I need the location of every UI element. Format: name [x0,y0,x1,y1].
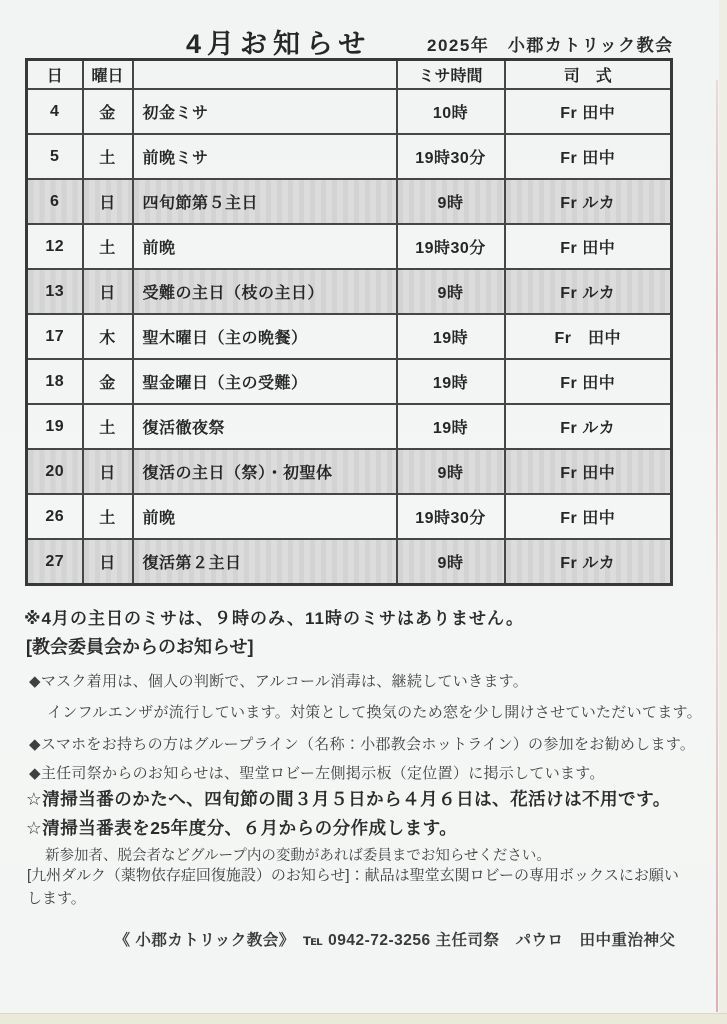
table-row [27,269,672,314]
cell-celebrant: Fr 田中 [505,134,672,179]
cell-celebrant: Fr ルカ [505,404,672,449]
cell-celebrant: Fr 田中 [505,89,672,134]
col-header-mass-time: ミサ時間 [397,60,505,90]
cell-celebrant: Fr 田中 [505,449,672,494]
cell-mass-time: 10時 [397,89,505,134]
cell-weekday: 土 [83,494,133,539]
table-row [27,359,672,404]
cell-mass-time: 9時 [397,179,505,224]
table-row [27,404,672,449]
cell-day: 13 [27,269,83,314]
cell-mass-time: 9時 [397,269,505,314]
cell-mass-time: 19時 [397,314,505,359]
table-row [27,89,672,134]
cell-weekday: 日 [83,179,133,224]
cell-mass-time: 19時30分 [397,224,505,269]
cell-event: 前晩 [133,224,397,269]
cell-mass-time: 19時 [397,359,505,404]
church-contact-footer: 《 小郡カトリック教会》 ℡ 0942-72-3256 主任司祭 パウロ 田中重治神父 [114,932,676,949]
cell-weekday: 土 [83,134,133,179]
cell-celebrant: Fr 田中 [505,314,672,359]
cell-day: 19 [27,404,83,449]
table-row [27,314,672,359]
note-influenza-ventilation: インフルエンザが流行しています。対策として換気のため窓を少し開けさせていただいてます。 [47,704,702,721]
note-cleaning-duty-flowers: ☆清掃当番のかたへ、四旬節の間３月５日から４月６日は、花活けは不用です。 [26,789,671,809]
cell-event: 復活徹夜祭 [133,404,397,449]
cell-weekday: 日 [83,269,133,314]
cell-day: 4 [27,89,83,134]
scan-edge-pink-line [716,80,718,1012]
cell-mass-time: 19時30分 [397,134,505,179]
table-row [27,179,672,224]
cell-event: 初金ミサ [133,89,397,134]
note-mask-policy: ◆マスク着用は、個人の判断で、アルコール消毒は、継続していきます。 [29,673,529,690]
note-cleaning-roster: ☆清掃当番表を25年度分、６月からの分作成します。 [26,818,458,838]
page-title: 4月お知らせ [186,29,372,59]
mass-schedule-table [25,58,673,586]
cell-event: 前晩ミサ [133,134,397,179]
cell-event: 四旬節第５主日 [133,179,397,224]
cell-day: 17 [27,314,83,359]
cell-mass-time: 19時30分 [397,494,505,539]
col-header-weekday: 曜日 [83,60,133,90]
cell-celebrant: Fr 田中 [505,359,672,404]
cell-celebrant: Fr ルカ [505,539,672,585]
cell-weekday: 日 [83,449,133,494]
cell-event: 復活の主日（祭）・初聖体 [133,449,397,494]
note-group-line: ◆スマホをお持ちの方はグループライン（名称：小郡教会ホットライン）の参加をお勧めします。 [29,736,696,753]
kyushu-darc-note: [九州ダルク（薬物依存症回復施設）のお知らせ]：献品は聖堂玄関ロビーの専用ボックスにお願いします。 [27,867,679,908]
table-row [27,494,672,539]
cell-weekday: 土 [83,404,133,449]
col-header-day: 日 [27,60,83,90]
cell-mass-time: 19時 [397,404,505,449]
cell-event: 受難の主日（枝の主日） [133,269,397,314]
cell-celebrant: Fr 田中 [505,224,672,269]
note-membership-changes: 新参加者、脱会者などグループ内の変動があれば委員までお知らせください。 [45,848,551,864]
cell-mass-time: 9時 [397,449,505,494]
year-church-subtitle: 2025年 小郡カトリック教会 [427,36,674,55]
cell-event: 聖木曜日（主の晩餐） [133,314,397,359]
cell-event: 復活第２主日 [133,539,397,585]
committee-announcements-header: [教会委員会からのお知らせ] [26,637,254,657]
table-row [27,134,672,179]
note-pastor-board: ◆主任司祭からのお知らせは、聖堂ロビー左側掲示板（定位置）に掲示しています。 [29,765,605,782]
cell-day: 27 [27,539,83,585]
scan-edge-bottom [0,1013,727,1024]
col-header-celebrant: 司 式 [505,60,672,90]
cell-weekday: 木 [83,314,133,359]
cell-day: 18 [27,359,83,404]
cell-weekday: 金 [83,89,133,134]
cell-weekday: 金 [83,359,133,404]
cell-event: 聖金曜日（主の受難） [133,359,397,404]
cell-weekday: 土 [83,224,133,269]
cell-day: 26 [27,494,83,539]
cell-event: 前晩 [133,494,397,539]
cell-day: 20 [27,449,83,494]
table-row [27,539,672,585]
sunday-mass-note: ※4月の主日のミサは、９時のみ、11時のミサはありません。 [24,609,524,628]
col-header-event [133,60,397,90]
cell-celebrant: Fr ルカ [505,269,672,314]
cell-mass-time: 9時 [397,539,505,585]
table-row [27,449,672,494]
cell-celebrant: Fr 田中 [505,494,672,539]
cell-day: 12 [27,224,83,269]
table-row [27,224,672,269]
cell-day: 5 [27,134,83,179]
cell-weekday: 日 [83,539,133,585]
table-header-row [27,60,672,90]
scan-edge-right [719,0,727,1024]
cell-day: 6 [27,179,83,224]
cell-celebrant: Fr ルカ [505,179,672,224]
